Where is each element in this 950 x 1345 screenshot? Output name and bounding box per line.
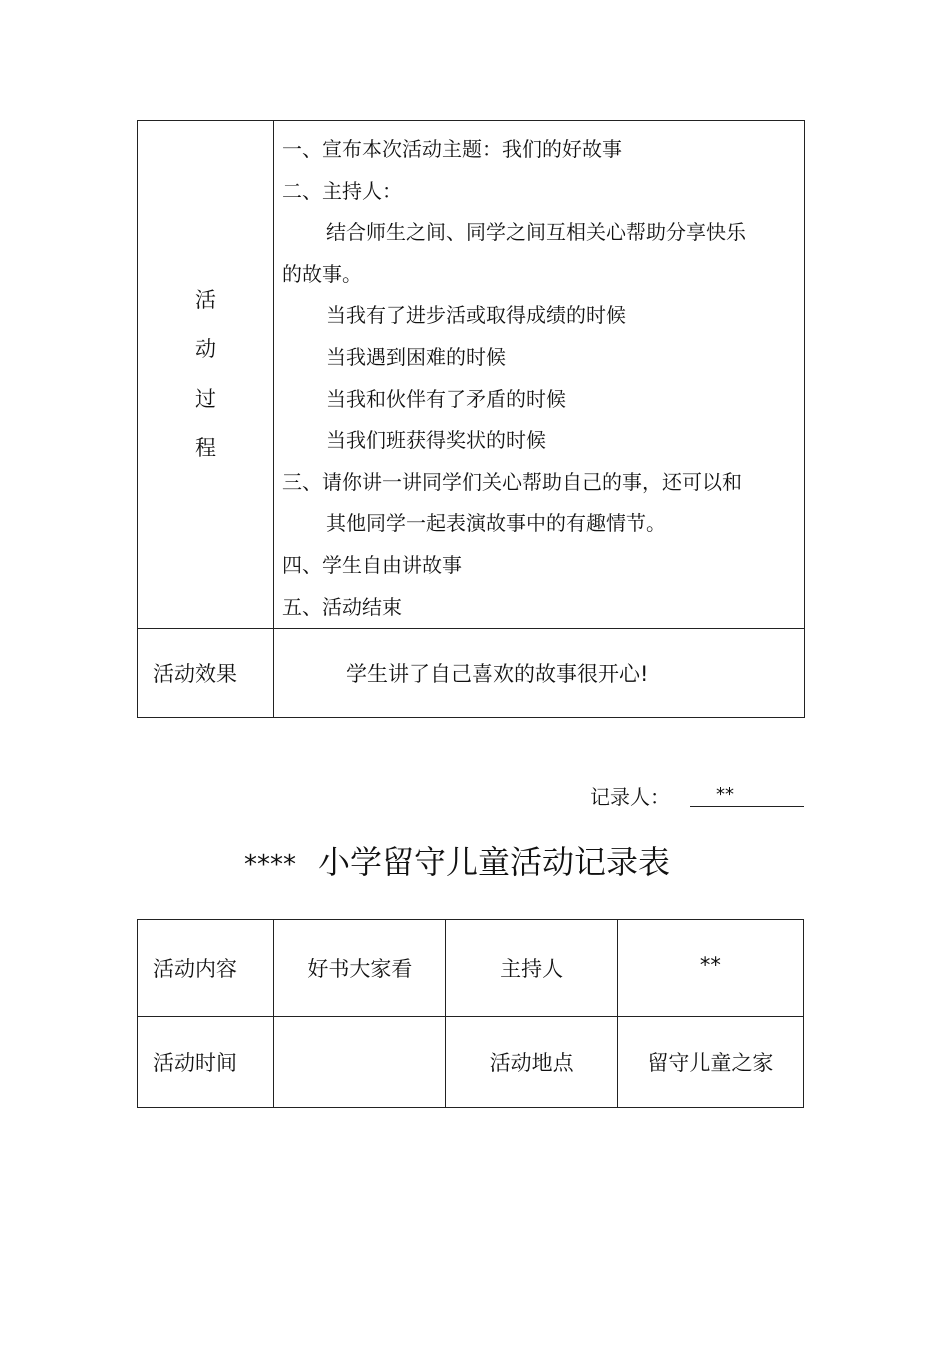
title-school-placeholder: ****: [243, 850, 296, 880]
activity-record-table-1: [137, 120, 805, 718]
host-label: 主持人: [446, 920, 617, 1017]
process-label-char: 活: [195, 287, 216, 312]
time-value: [274, 1017, 446, 1108]
process-line: 当我们班获得奖状的时候: [326, 428, 546, 453]
document-title: [0, 838, 914, 889]
recorder-label: 记录人：: [590, 785, 670, 809]
activity-record-table-2: [137, 919, 804, 1108]
process-line: 其他同学一起表演故事中的有趣情节。: [326, 511, 666, 536]
host-value: **: [617, 920, 803, 1017]
process-line: 三、请你讲一讲同学们关心帮助自己的事，还可以和: [282, 469, 742, 494]
time-place-row: [138, 1017, 804, 1108]
process-line: 结合师生之间、同学之间互相关心帮助分享快乐: [326, 220, 746, 245]
effect-row: [138, 629, 805, 718]
content-label: 活动内容: [138, 920, 274, 1017]
place-value: 留守儿童之家: [617, 1017, 803, 1108]
time-label: 活动时间: [138, 1017, 274, 1108]
place-label: 活动地点: [446, 1017, 617, 1108]
process-line: 的故事。: [282, 261, 362, 286]
process-line: 当我和伙伴有了矛盾的时候: [326, 386, 566, 411]
recorder-value: **: [716, 784, 734, 805]
title-text: 小学留守儿童活动记录表: [317, 843, 670, 881]
process-line: 一、宣布本次活动主题：我们的好故事: [282, 137, 622, 161]
content-row: [138, 920, 804, 1017]
process-line: 二、主持人：: [282, 178, 402, 203]
process-line: 当我有了进步活或取得成绩的时候: [326, 303, 626, 328]
effect-value: 学生讲了自己喜欢的故事很开心!: [274, 629, 805, 718]
process-label-cell: [138, 121, 274, 629]
process-line: 五、活动结束: [282, 594, 402, 619]
recorder-underline: [690, 780, 804, 807]
effect-label: 活动效果: [138, 629, 274, 718]
process-row: [138, 121, 805, 629]
process-line: 四、学生自由讲故事: [282, 552, 462, 577]
process-label-char: 动: [195, 337, 216, 362]
process-label-char: 程: [195, 436, 216, 461]
process-label-char: 过: [195, 386, 216, 411]
process-content-cell: [274, 121, 805, 629]
process-line: 当我遇到困难的时候: [326, 344, 506, 369]
content-value: 好书大家看: [274, 920, 446, 1017]
